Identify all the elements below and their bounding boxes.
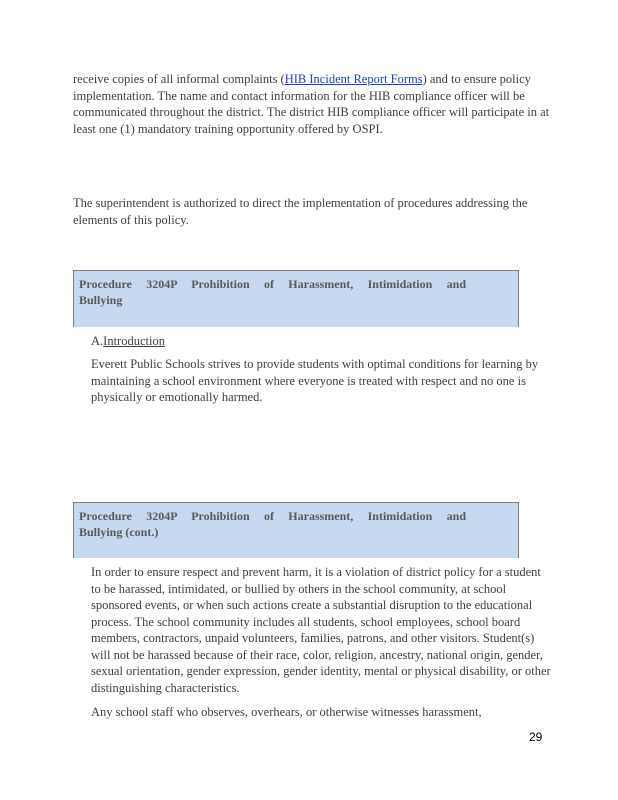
- procedure-header-cont-line2: Bullying (cont.): [79, 525, 159, 539]
- section-a-title: Introduction: [103, 334, 165, 348]
- para1-text-after: ) and to ensure policy implementation. The name and contact information for the HIB compliance officer will be communicated throughout the district. The district HIB compliance officer will participate in at least one (1) mandatory training opportunity offered by OSPI.: [73, 72, 550, 136]
- page-number: 29: [529, 730, 543, 744]
- hib-incident-report-forms-link[interactable]: HIB Incident Report Forms: [284, 72, 423, 86]
- paragraph-respect-prevent-harm: In order to ensure respect and prevent harm, it is a violation of district policy for a student to be harassed, intimidated, or bullied by others in the school community, at school sponsored events, or when such actions create a substantial disruption to the educational process. The school community includes all students, school employees, school board members, contractors, unpaid volunteers, families, patrons, and other visitors. Student(s) will not be harassed because of their race, color, religion, ancestry, national origin, gender, sexual orientation, gender expression, gender identity, mental or physical disability, or other distinguishing characteristics.: [91, 565, 551, 695]
- para1-text-before: receive copies of all informal complaints (: [73, 72, 285, 86]
- section-a-heading: [91, 333, 165, 349]
- section-a-letter: A.: [91, 334, 104, 348]
- procedure-header-cont-line1: Procedure 3204P Prohibition of Harassment, Intimidation and: [79, 509, 466, 523]
- paragraph-staff-witness: Any school staff who observes, overhears, or otherwise witnesses harassment,: [91, 705, 482, 719]
- paragraph-introduction: Everett Public Schools strives to provide students with optimal conditions for learning by maintaining a school environment where everyone is treated with respect and no one is physically or emotionally harmed.: [91, 357, 539, 404]
- procedure-header-box: [73, 270, 519, 327]
- paragraph-hib-compliance: [73, 71, 553, 137]
- procedure-header-box-cont: [73, 502, 519, 558]
- paragraph-superintendent: The superintendent is authorized to direct the implementation of procedures addressing the elements of this policy.: [73, 196, 528, 227]
- procedure-header-line2: Bullying: [79, 293, 123, 307]
- procedure-header-line1: Procedure 3204P Prohibition of Harassment, Intimidation and: [79, 277, 466, 291]
